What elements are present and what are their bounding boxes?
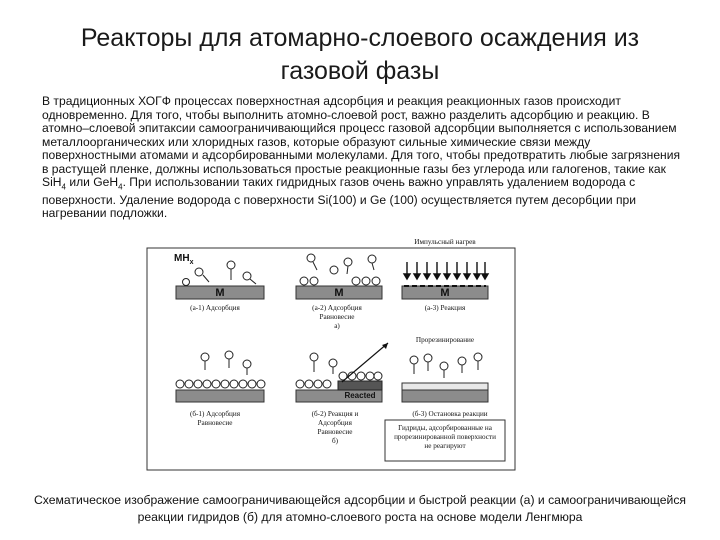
mhx-label [174,254,204,267]
label-b2-line2: Адсорбция [318,419,352,427]
label-b2-line1: (б-2) Реакция и [311,410,359,418]
paragraph-text-5: . При использовании таких гидридных газов очень важно управлять удалением водорода с поверхности. Удаление водорода с поверхности Si(100) и Ge (100) осуществляется путем десорбции при нагревании подложки. [42,175,637,221]
label-b2-line3: Равновесие [317,428,353,436]
label-b3: (б-3) Остановка реакции [412,410,488,418]
paragraph-text-3: или Ge [65,175,110,189]
paragraph-text-4: H [109,175,119,189]
panel-b3 [402,353,488,402]
mhx-text: MH [174,253,190,264]
subscript-4b: 4 [118,182,123,192]
pulse-label: Импульсный нагрев [414,238,476,246]
label-b1-line1: (б-1) Адсорбция [189,410,241,418]
title-line-1: Реакторы для атомарно-слоевого осаждения из [80,24,640,52]
label-a2-line1: (а-2) Адсорбция [312,304,362,312]
panel-b1 [176,351,265,402]
label-a2-line3: а) [334,322,340,330]
paragraph-text-2: H [52,175,62,189]
title-line-2: газовой фазы [280,57,440,85]
label-a2-line2: Равновесие [319,313,355,321]
note-line2: прорезинированной поверхности [394,433,496,441]
figure-caption: Схематическое изображение самоограничивающейся адсорбции и быстрой реакции (а) и самоограничивающейся реакции гидридов (б) для атомно-слоевого роста на основе модели Ленгмюра [33,493,687,524]
note-line3: не реагируют [424,442,466,450]
label-a3: (а-3) Реакция [424,304,466,312]
substrate-label-a2: M [334,287,344,299]
note-box-text [385,424,505,451]
label-a2 [292,304,382,331]
label-b1 [170,410,260,428]
label-b2 [290,410,380,446]
substrate-label-a3: M [440,287,450,299]
label-b1-line2: Равновесие [197,419,233,427]
label-b2-line4: б) [331,437,339,445]
reacted-label: Reacted [344,391,376,400]
note-line1: Гидриды, адсорбированные на [398,424,492,432]
purge-label: Прорезинирование [415,336,475,344]
paragraph-text-1: В традиционных ХОГФ процессах поверхностная адсорбция и реакция реакционных газов происходит одновременно. Для того, чтобы выполнить атомно-слоевой рост, важно разделить адсорбцию и реакцию. В атомно–слоевой эпитаксии самоограничивающийся процесс газовой адсорбции выполняется с использованием металлоорганических или хлоридных газов, которые образуют сильные химические связи между поверхностными атомами и адсорбированными молекулами. Для того, чтобы предотвратить любые загрязнения в растущей пленке, должны использоваться простые реакционные газы без углерода или галогенов, такие как Si [42,94,681,189]
subscript-4: 4 [61,182,66,192]
label-a1: (а-1) Адсорбция [190,304,240,312]
mhx-subscript: x [189,259,194,266]
substrate-label-a1: M [215,287,225,299]
